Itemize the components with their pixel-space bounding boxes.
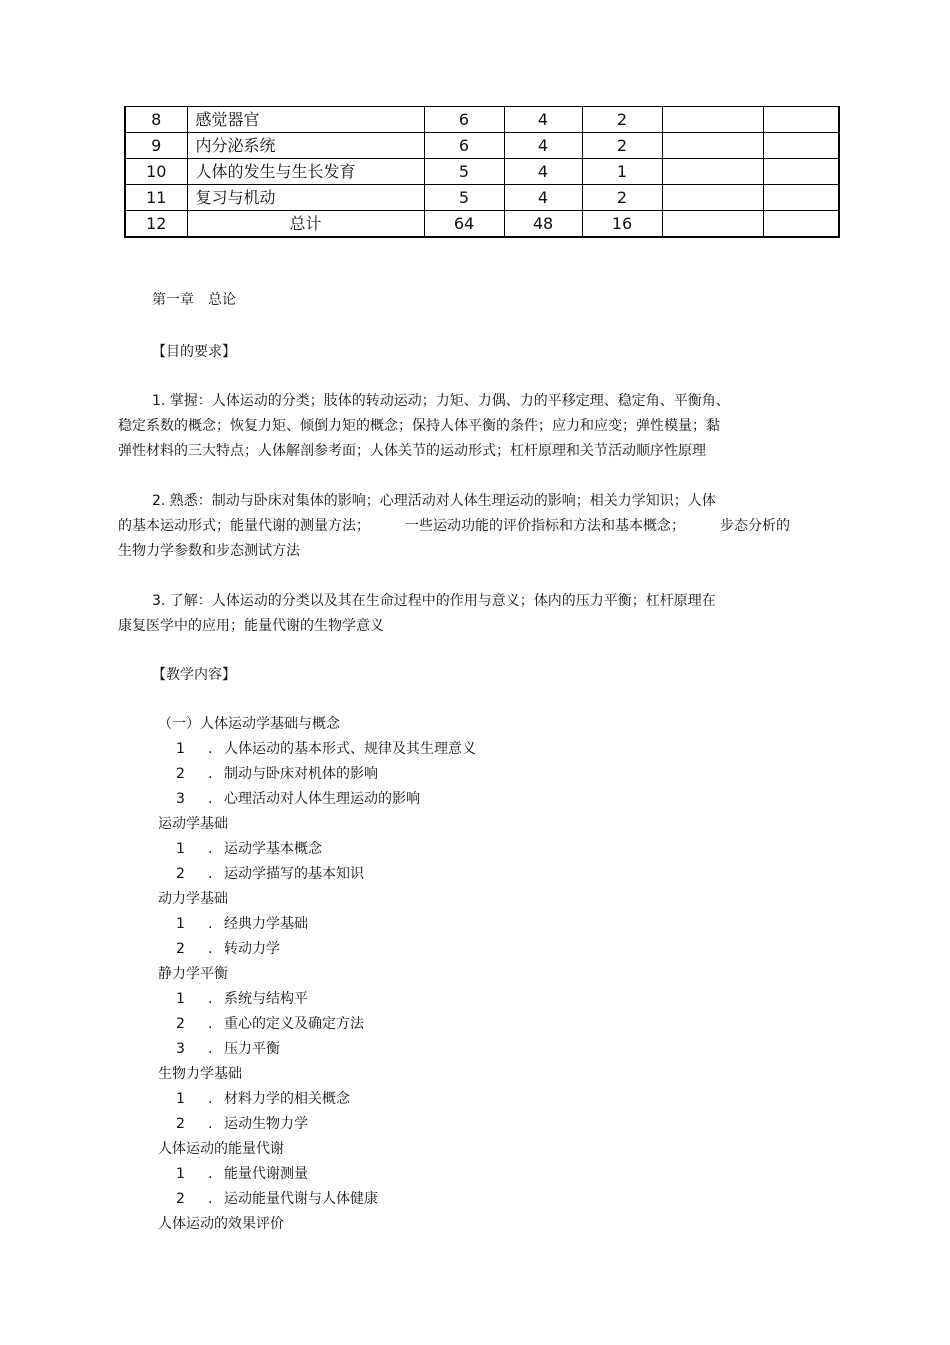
item-number: 3 [176,791,185,807]
list-item [158,1012,364,1037]
item-dot: . [208,1016,213,1032]
objective-1 [118,389,838,464]
cell-e1 [662,185,763,211]
cell-theory: 48 [504,211,582,238]
cell-e1 [662,159,763,185]
content-section-heading: 人体运动的能量代谢 [158,1141,284,1157]
objective-line: 生物力学参数和步态测试方法 [118,543,300,559]
item-dot: . [208,1166,213,1182]
item-number: 2 [176,1016,185,1032]
content-section-heading: 运动学基础 [158,816,228,832]
item-label: 经典力学基础 [224,916,308,932]
cell-total: 6 [424,107,504,133]
item-label: 转动力学 [224,941,280,957]
item-dot: . [208,941,213,957]
item-dot: . [208,866,213,882]
item-label: 运动能量代谢与人体健康 [224,1191,378,1207]
item-dot: . [208,991,213,1007]
cell-name: 人体的发生与生长发育 [187,159,424,185]
table-row [125,185,839,211]
cell-practice: 1 [582,159,662,185]
objective-line: 稳定系数的概念；恢复力矩、倾倒力矩的概念；保持人体平衡的条件；应力和应变；弹性模量；黏 [118,418,720,434]
teaching-content-list [158,712,476,1237]
cell-no: 9 [125,133,187,159]
content-section-heading: （一）人体运动学基础与概念 [158,716,340,732]
item-label: 制动与卧床对机体的影响 [224,766,378,782]
cell-e2 [763,159,839,185]
cell-practice: 2 [582,185,662,211]
list-item [158,912,340,937]
item-number: 1 [176,991,185,1007]
item-dot: . [208,1091,213,1107]
cell-no: 12 [125,211,187,238]
cell-total: 64 [424,211,504,238]
list-item [158,1087,350,1112]
cell-total: 6 [424,133,504,159]
cell-name: 感觉器官 [187,107,424,133]
list-item [158,1037,340,1062]
objective-line: 3. 了解：人体运动的分类以及其在生命过程中的作用与意义；体内的压力平衡；杠杆原理在 [152,593,716,609]
cell-no: 8 [125,107,187,133]
cell-practice: 2 [582,133,662,159]
list-item [158,837,340,862]
chapter-title: 第一章 总论 [152,292,236,308]
cell-no: 11 [125,185,187,211]
cell-e2 [763,107,839,133]
cell-theory: 4 [504,185,582,211]
item-number: 1 [176,741,185,757]
item-dot: . [208,791,213,807]
list-item [158,737,476,762]
item-label: 压力平衡 [224,1041,280,1057]
objective-3 [118,589,838,639]
cell-e1 [662,107,763,133]
cell-practice: 16 [582,211,662,238]
item-dot: . [208,841,213,857]
objectives-heading: 【目的要求】 [152,344,236,360]
table-row [125,107,839,133]
objective-line: 1. 掌握：人体运动的分类；肢体的转动运动；力矩、力偶、力的平移定理、稳定角、平衡角、 [152,393,730,409]
list-item [158,987,340,1012]
cell-name: 复习与机动 [187,185,424,211]
cell-name: 总计 [187,211,424,238]
cell-e1 [662,133,763,159]
objective-line: 弹性材料的三大特点；人体解剖参考面；人体关节的运动形式；杠杆原理和关节活动顺序性原理 [118,443,706,459]
cell-name: 内分泌系统 [187,133,424,159]
item-number: 2 [176,1116,185,1132]
item-number: 1 [176,1166,185,1182]
cell-theory: 4 [504,107,582,133]
cell-theory: 4 [504,159,582,185]
table-row [125,133,839,159]
cell-e2 [763,133,839,159]
item-number: 2 [176,941,185,957]
content-section-heading: 生物力学基础 [158,1066,242,1082]
content-section-heading: 静力学平衡 [158,966,228,982]
item-dot: . [208,1191,213,1207]
item-number: 1 [176,916,185,932]
cell-e1 [662,211,763,238]
cell-practice: 2 [582,107,662,133]
content-section-heading: 人体运动的效果评价 [158,1216,284,1232]
table-body [125,107,839,238]
item-label: 系统与结构平 [224,991,308,1007]
cell-total: 5 [424,185,504,211]
course-hours-table [124,106,840,238]
content-section-heading: 动力学基础 [158,891,228,907]
list-item [158,862,364,887]
list-item [158,937,340,962]
objective-line: 2. 熟悉：制动与卧床对集体的影响；心理活动对人体生理运动的影响；相关力学知识；人体 [152,493,716,509]
table-row [125,211,839,238]
item-number: 1 [176,841,185,857]
objective-2 [118,489,838,564]
item-number: 2 [176,766,185,782]
item-label: 运动学基本概念 [224,841,322,857]
item-label: 运动生物力学 [224,1116,308,1132]
cell-no: 10 [125,159,187,185]
item-label: 重心的定义及确定方法 [224,1016,364,1032]
item-dot: . [208,1041,213,1057]
item-number: 1 [176,1091,185,1107]
cell-total: 5 [424,159,504,185]
item-dot: . [208,916,213,932]
list-item [158,787,420,812]
item-number: 2 [176,866,185,882]
list-item [158,1187,378,1212]
item-label: 人体运动的基本形式、规律及其生理意义 [224,741,476,757]
item-label: 心理活动对人体生理运动的影响 [224,791,420,807]
list-item [158,1162,340,1187]
table-row [125,159,839,185]
item-label: 材料力学的相关概念 [224,1091,350,1107]
item-number: 2 [176,1191,185,1207]
item-label: 能量代谢测量 [224,1166,308,1182]
cell-theory: 4 [504,133,582,159]
content-heading: 【教学内容】 [152,667,236,683]
item-number: 3 [176,1041,185,1057]
list-item [158,762,378,787]
item-dot: . [208,766,213,782]
item-label: 运动学描写的基本知识 [224,866,364,882]
item-dot: . [208,741,213,757]
cell-e2 [763,211,839,238]
cell-e2 [763,185,839,211]
item-dot: . [208,1116,213,1132]
objective-line: 康复医学中的应用；能量代谢的生物学意义 [118,618,384,634]
list-item [158,1112,340,1137]
objective-line: 的基本运动形式；能量代谢的测量方法； 一些运动功能的评价指标和方法和基本概念； 步态分析的 [118,518,790,534]
